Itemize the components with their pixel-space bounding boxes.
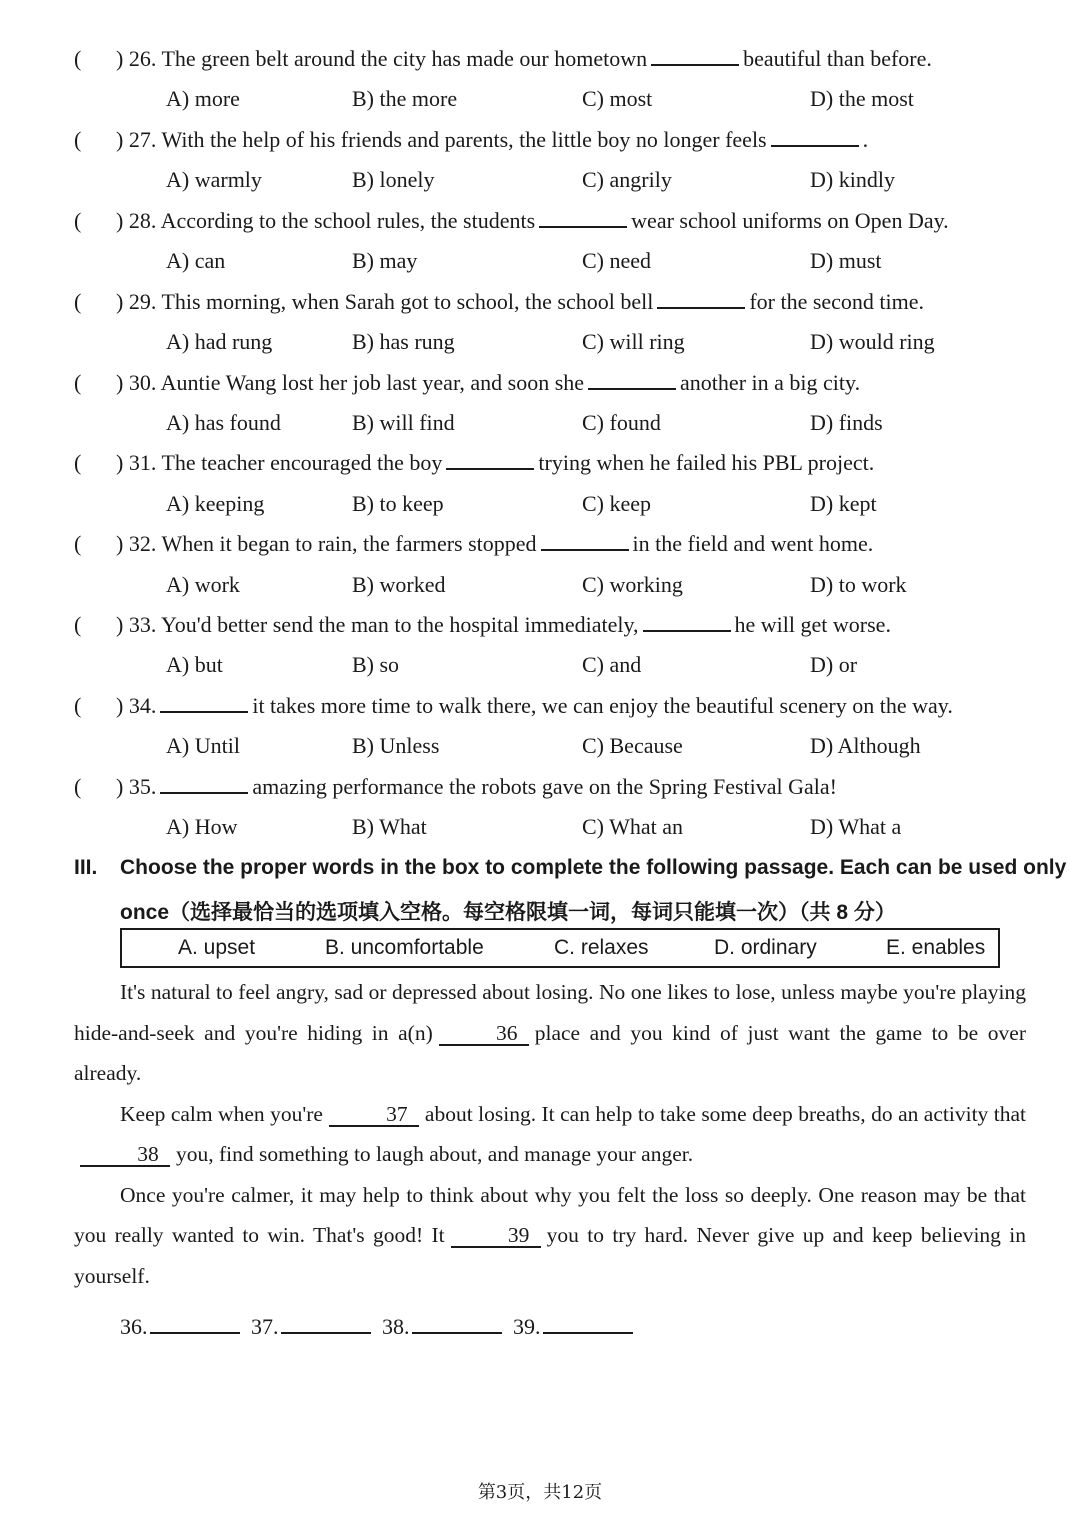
question-after: amazing performance the robots gave on the Spring Festival Gala!	[252, 774, 837, 799]
option-d[interactable]: D) must	[810, 248, 882, 273]
fill-blank[interactable]	[771, 127, 859, 147]
options-row	[166, 572, 1046, 612]
option-a[interactable]: A) can	[166, 248, 226, 273]
question-before: With the help of his friends and parents, the little boy no longer feels	[161, 127, 767, 152]
fill-blank[interactable]	[643, 612, 731, 632]
question-number: ) 29.	[116, 289, 157, 314]
word-option-a: A. upset	[178, 936, 256, 959]
answer-blank[interactable]	[412, 1314, 502, 1334]
question-text	[116, 208, 949, 234]
section-number: III.	[74, 856, 98, 879]
option-b[interactable]: B) to keep	[352, 491, 444, 516]
option-b[interactable]: B) so	[352, 652, 400, 677]
options-row	[166, 652, 1046, 692]
answer-paren[interactable]: (	[74, 774, 82, 799]
question-stem	[74, 208, 1034, 248]
options-row	[166, 329, 1046, 369]
options-row	[166, 733, 1046, 773]
option-c[interactable]: C) and	[582, 652, 642, 677]
answer-paren[interactable]: (	[74, 289, 82, 314]
passage-text: place and you kind of just want the game to be over already.	[74, 1020, 1026, 1085]
fill-blank[interactable]	[588, 370, 676, 390]
passage-text: Keep calm when you're	[120, 1101, 323, 1126]
question-stem	[74, 450, 1034, 490]
question-stem	[74, 693, 1034, 733]
option-c[interactable]: C) found	[582, 410, 661, 435]
option-a[interactable]: A) work	[166, 572, 240, 597]
answer-paren[interactable]: (	[74, 46, 82, 71]
passage-text: about losing. It can help to take some deep breaths, do an activity that	[424, 1101, 1026, 1126]
section-instruction-line2: once（选择最恰当的选项填入空格。每空格限填一词，每词只能填一次）（共 8 分）	[120, 901, 896, 924]
section-instruction-line1: Choose the proper words in the box to complete the following passage. Each can be used only	[120, 856, 1067, 879]
option-d[interactable]: D) would ring	[810, 329, 935, 354]
word-option-c: C. relaxes	[554, 936, 649, 959]
page-footer: 第3页，共12页	[477, 1482, 603, 1503]
question-after: it takes more time to walk there, we can enjoy the beautiful scenery on the way.	[252, 693, 953, 718]
option-c[interactable]: C) most	[582, 86, 653, 111]
question-after: another in a big city.	[680, 370, 861, 395]
option-d[interactable]: D) finds	[810, 410, 883, 435]
options-row	[166, 248, 1046, 288]
passage-text: you to try hard. Never give up and keep believing in yourself.	[74, 1223, 1026, 1288]
passage-blank-36[interactable]: 36	[439, 1022, 529, 1046]
question-after: for the second time.	[749, 289, 925, 314]
question-text	[116, 289, 924, 315]
answer-paren[interactable]: (	[74, 693, 82, 718]
answer-number: 36.	[120, 1314, 148, 1339]
fill-blank[interactable]	[160, 693, 248, 713]
question-number: ) 28.	[116, 208, 157, 233]
passage-text: you, find something to laugh about, and manage your anger.	[176, 1142, 694, 1166]
question-text	[116, 774, 837, 800]
question-text	[116, 127, 868, 153]
passage-paragraph-3	[74, 1175, 1026, 1297]
question-number: ) 32.	[116, 531, 157, 556]
passage-blank-37[interactable]: 37	[329, 1103, 419, 1127]
question-stem	[74, 370, 1034, 410]
option-a[interactable]: A) had rung	[166, 329, 273, 354]
option-b[interactable]: B) will find	[352, 410, 455, 435]
option-a[interactable]: A) warmly	[166, 167, 262, 192]
question-number: ) 34.	[116, 693, 157, 718]
question-number: ) 31.	[116, 450, 157, 475]
answer-paren[interactable]: (	[74, 208, 82, 233]
options-row	[166, 814, 1046, 854]
question-number: ) 26.	[116, 46, 157, 71]
option-a[interactable]: A) more	[166, 86, 240, 111]
answer-paren[interactable]: (	[74, 370, 82, 395]
answer-paren[interactable]: (	[74, 127, 82, 152]
question-stem	[74, 46, 1034, 86]
question-before: According to the school rules, the students	[160, 208, 536, 233]
option-b[interactable]: B) What	[352, 814, 427, 839]
option-a[interactable]: A) Until	[166, 733, 240, 758]
option-a[interactable]: A) but	[166, 652, 223, 677]
option-c[interactable]: C) keep	[582, 491, 652, 516]
option-d[interactable]: D) kindly	[810, 167, 895, 192]
option-b[interactable]: B) the more	[352, 86, 458, 111]
question-stem	[74, 531, 1034, 571]
option-b[interactable]: B) lonely	[352, 167, 435, 192]
question-before: The teacher encouraged the boy	[161, 450, 443, 475]
question-number: ) 35.	[116, 774, 157, 799]
word-option-d: D. ordinary	[714, 936, 817, 959]
fill-blank[interactable]	[651, 46, 739, 66]
question-before: This morning, when Sarah got to school, the school bell	[161, 289, 654, 314]
option-a[interactable]: A) keeping	[166, 491, 265, 516]
option-b[interactable]: B) worked	[352, 572, 446, 597]
question-after: trying when he failed his PBL project.	[538, 450, 875, 475]
options-row	[166, 167, 1046, 207]
question-after: he will get worse.	[734, 612, 891, 637]
answer-blank[interactable]	[543, 1314, 633, 1334]
question-text	[116, 370, 860, 396]
fill-blank[interactable]	[446, 450, 534, 470]
options-row	[166, 86, 1046, 126]
option-a[interactable]: A) has found	[166, 410, 281, 435]
question-text	[116, 612, 891, 638]
option-c[interactable]: C) working	[582, 572, 683, 597]
option-c[interactable]: C) What an	[582, 814, 684, 839]
answer-39	[513, 1314, 633, 1340]
question-after: beautiful than before.	[743, 46, 932, 71]
question-after: wear school uniforms on Open Day.	[631, 208, 949, 233]
passage-blank-38[interactable]: 38	[80, 1143, 170, 1167]
answer-number: 38.	[382, 1314, 410, 1339]
question-stem	[74, 289, 1034, 329]
question-text	[116, 531, 873, 557]
option-c[interactable]: C) will ring	[582, 329, 685, 354]
question-text	[116, 450, 874, 476]
word-box	[120, 928, 1000, 968]
answer-paren[interactable]: (	[74, 531, 82, 556]
option-d[interactable]: D) to work	[810, 572, 907, 597]
question-stem	[74, 612, 1034, 652]
word-option-e: E. enables	[886, 936, 986, 959]
question-text	[116, 693, 953, 719]
option-c[interactable]: C) angrily	[582, 167, 672, 192]
question-before: The green belt around the city has made our hometown	[161, 46, 648, 71]
answer-number: 39.	[513, 1314, 541, 1339]
option-c[interactable]: C) Because	[582, 733, 683, 758]
option-d[interactable]: D) the most	[810, 86, 914, 111]
question-number: ) 33.	[116, 612, 157, 637]
option-b[interactable]: B) has rung	[352, 329, 455, 354]
answer-paren[interactable]: (	[74, 450, 82, 475]
passage-blank-39[interactable]: 39	[451, 1224, 541, 1248]
answer-blank[interactable]	[150, 1314, 240, 1334]
option-d[interactable]: D) or	[810, 652, 858, 677]
question-before: When it began to rain, the farmers stopped	[161, 531, 537, 556]
question-before: Auntie Wang lost her job last year, and soon she	[160, 370, 585, 395]
question-after: in the field and went home.	[632, 531, 874, 556]
option-a[interactable]: A) How	[166, 814, 238, 839]
passage-text: Once you're calmer, it may help to think about why you felt the loss so deeply. One reason may be that you really wanted to win. That's good! It	[74, 1182, 1026, 1247]
fill-blank[interactable]	[541, 531, 629, 551]
answer-paren[interactable]: (	[74, 612, 82, 637]
answer-37	[251, 1314, 371, 1340]
question-before: You'd better send the man to the hospital immediately,	[161, 612, 639, 637]
passage-paragraph-1	[74, 972, 1026, 1094]
question-stem	[74, 774, 1034, 814]
answer-36	[120, 1314, 240, 1340]
question-number: ) 30.	[116, 370, 157, 395]
option-d[interactable]: D) What a	[810, 814, 902, 839]
word-option-b: B. uncomfortable	[325, 936, 484, 959]
question-stem	[74, 127, 1034, 167]
answer-line	[120, 1314, 639, 1354]
fill-blank[interactable]	[657, 289, 745, 309]
question-text	[116, 46, 932, 72]
options-row	[166, 410, 1046, 450]
answer-number: 37.	[251, 1314, 279, 1339]
passage-paragraph-2	[74, 1094, 1026, 1175]
answer-blank[interactable]	[281, 1314, 371, 1334]
passage-text: It's natural to feel angry, sad or depressed about losing. No one likes to lose, unless maybe you're playing hide-and-seek and you're hiding in a(n)	[74, 980, 1026, 1045]
question-after: .	[862, 127, 869, 152]
passage	[74, 972, 1026, 1296]
option-b[interactable]: B) Unless	[352, 733, 440, 758]
fill-blank[interactable]	[539, 208, 627, 228]
option-d[interactable]: D) Although	[810, 733, 921, 758]
question-number: ) 27.	[116, 127, 157, 152]
option-c[interactable]: C) need	[582, 248, 652, 273]
option-b[interactable]: B) may	[352, 248, 418, 273]
answer-38	[382, 1314, 502, 1340]
options-row	[166, 491, 1046, 531]
fill-blank[interactable]	[160, 774, 248, 794]
option-d[interactable]: D) kept	[810, 491, 877, 516]
